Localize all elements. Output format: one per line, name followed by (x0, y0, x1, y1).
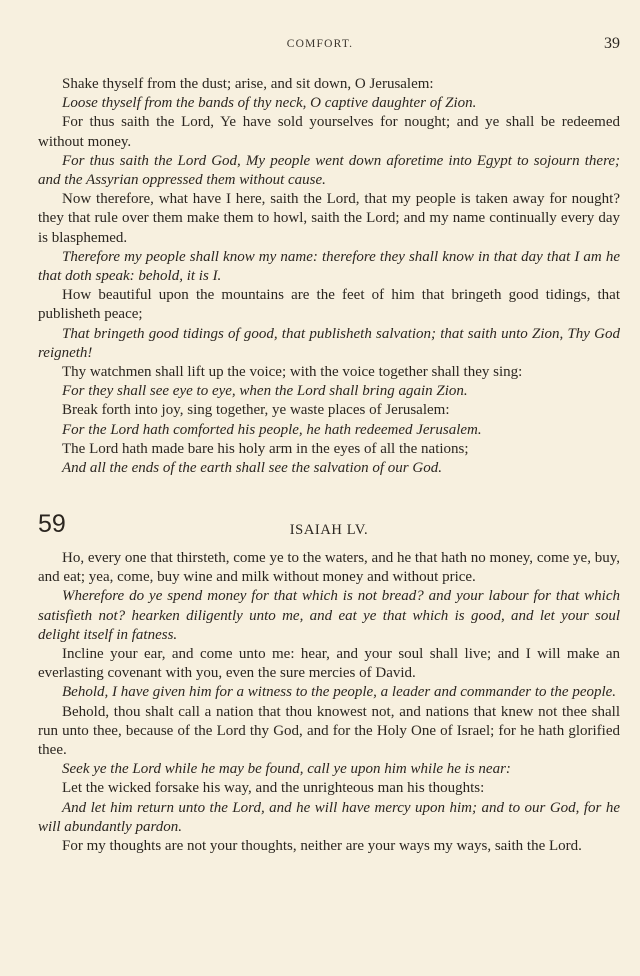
verse: Wherefore do ye spend money for that which is not bread? and your labour for that which satisfieth not? hearken diligently unto me, and eat ye that which is good, and let your soul delight itself in fatness. (38, 588, 620, 643)
passage-one (38, 75, 620, 478)
running-head: COMFORT. (286, 38, 354, 50)
verse: Incline your ear, and come unto me: hear, and your soul shall live; and I will make an everlasting covenant with you, even the sure mercies of David. (38, 646, 620, 682)
selection-heading (38, 510, 620, 540)
page-number: 39 (604, 35, 620, 52)
verse: Ho, every one that thirsteth, come ye to the waters, and he that hath no money, come ye, buy, and eat; yea, come, buy wine and milk without money and without price. (38, 550, 620, 586)
verse: Loose thyself from the bands of thy neck, O captive daughter of Zion. (62, 95, 477, 112)
verse: For the Lord hath comforted his people, he hath redeemed Jerusalem. (62, 421, 482, 438)
verse: And all the ends of the earth shall see the salvation of our God. (62, 460, 442, 477)
verse: That bringeth good tidings of good, that publisheth salvation; that saith unto Zion, Thy God reigneth! (38, 325, 620, 361)
verse: For thus saith the Lord God, My people went down aforetime into Egypt to sojourn there; and the Assyrian oppressed them without cause. (38, 152, 620, 189)
page-header (0, 35, 640, 58)
selection-title: ISAIAH LV. (289, 522, 369, 538)
verse: For my thoughts are not your thoughts, neither are your ways my ways, saith the Lord. (62, 838, 582, 855)
verse: Therefore my people shall know my name: therefore they shall know in that day that I am he that doth speak: behold, it is I. (38, 248, 620, 285)
passage-two (38, 549, 620, 856)
verse: Break forth into joy, sing together, ye waste places of Jerusalem: (62, 402, 450, 419)
verse: Behold, I have given him for a witness to the people, a leader and commander to the people. (62, 684, 617, 701)
verse: For they shall see eye to eye, when the Lord shall bring again Zion. (62, 383, 468, 400)
verse: Behold, thou shalt call a nation that thou knowest not, and nations that knew not thee shall run unto thee, because of the Lord thy God, and for the Holy One of Israel; for he hath glorified thee. (38, 703, 620, 759)
verse: Seek ye the Lord while he may be found, call ye upon him while he is near: (62, 761, 511, 778)
verse: Shake thyself from the dust; arise, and sit down, O Jerusalem: (62, 76, 434, 92)
selection-number: 59 (38, 510, 66, 538)
verse: And let him return unto the Lord, and he will have mercy upon him; and to our God, for he will abundantly pardon. (38, 799, 620, 835)
verse: Let the wicked forsake his way, and the unrighteous man his thoughts: (62, 780, 485, 797)
verse: Thy watchmen shall lift up the voice; with the voice together shall they sing: (62, 364, 523, 381)
verse: For thus saith the Lord, Ye have sold yourselves for nought; and ye shall be redeemed without money. (38, 114, 620, 150)
verse: The Lord hath made bare his holy arm in the eyes of all the nations; (62, 440, 469, 457)
verse: Now therefore, what have I here, saith the Lord, that my people is taken away for nought? they that rule over them make them to howl, saith the Lord; and my name continually every day is blasphemed. (38, 191, 620, 246)
verse: How beautiful upon the mountains are the feet of him that bringeth good tidings, that publisheth peace; (38, 287, 620, 323)
